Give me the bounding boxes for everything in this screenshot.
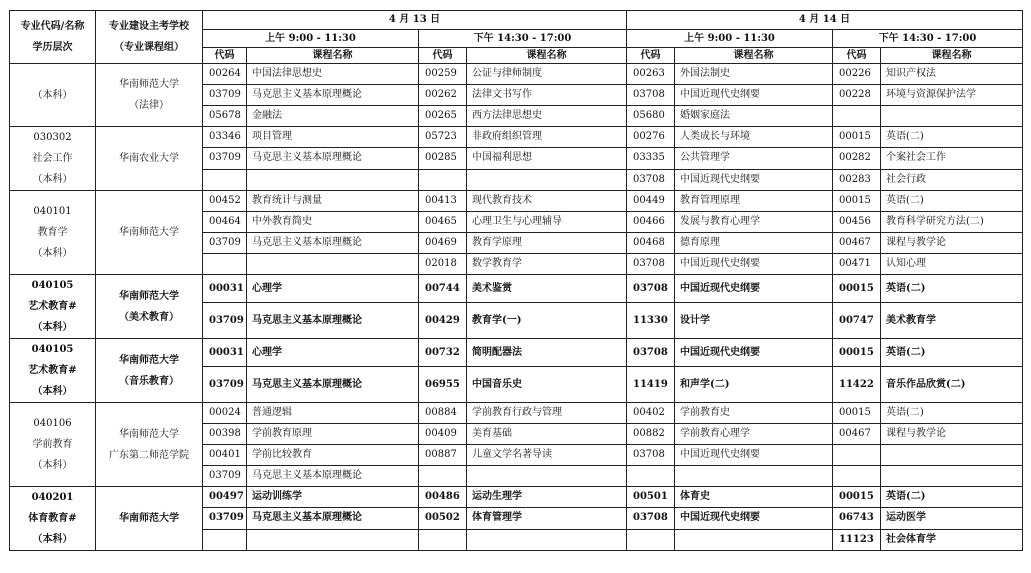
course-name-cell: 英语(二) (881, 487, 1023, 508)
day1-header: 4 月 13 日 (203, 11, 627, 30)
major-line: 040105 (31, 344, 74, 355)
course-name-cell (467, 466, 627, 487)
major-line: （本科） (32, 248, 73, 259)
course-name-cell (247, 254, 419, 275)
major-cell (10, 403, 96, 487)
day1-pm-header: 下午 14:30 - 17:00 (419, 30, 627, 48)
course-name-cell: 中国法律思想史 (247, 64, 419, 85)
major-line: 040101 (33, 206, 72, 217)
school-cell (96, 127, 203, 191)
school-cell (96, 339, 203, 403)
course-code-cell: 00502 (419, 508, 467, 529)
course-code-cell: 00282 (833, 148, 881, 169)
course-code-cell: 03709 (203, 233, 247, 254)
course-code-cell: 00259 (419, 64, 467, 85)
course-name-cell: 教育学原理 (467, 233, 627, 254)
school-line: 华南师范大学 (119, 290, 179, 302)
course-code-cell: 03709 (203, 303, 247, 339)
course-code-cell: 03335 (627, 148, 675, 169)
course-code-cell: 11422 (833, 367, 881, 403)
course-code-cell (203, 169, 247, 190)
course-name-cell: 英语(二) (881, 127, 1023, 148)
course-code-cell: 00276 (627, 127, 675, 148)
course-name-cell: 社会体育学 (881, 529, 1023, 550)
course-name-cell: 个案社会工作 (881, 148, 1023, 169)
course-code-cell: 00744 (419, 275, 467, 303)
exam-schedule-sheet (9, 10, 1022, 551)
course-name-cell: 西方法律思想史 (467, 106, 627, 127)
course-code-cell: 03709 (203, 85, 247, 106)
course-code-cell (833, 466, 881, 487)
course-code-cell: 03708 (627, 169, 675, 190)
course-code-cell: 00747 (833, 303, 881, 339)
course-code-cell: 05678 (203, 106, 247, 127)
course-name-cell: 英语(二) (881, 191, 1023, 212)
course-name-cell: 运动医学 (881, 508, 1023, 529)
course-code-cell: 11123 (833, 529, 881, 550)
course-code-cell: 03346 (203, 127, 247, 148)
course-name-cell: 英语(二) (881, 403, 1023, 424)
major-line: （本科） (32, 89, 73, 101)
course-name-cell: 学前教育行政与管理 (467, 403, 627, 424)
course-name-cell: 中国近现代史纲要 (675, 275, 833, 303)
course-name-cell: 教育管理原理 (675, 191, 833, 212)
course-code-cell: 00283 (833, 169, 881, 190)
major-cell (10, 64, 96, 127)
course-code-cell: 00466 (627, 212, 675, 233)
course-code-cell: 00015 (833, 487, 881, 508)
course-name-cell: 教育科学研究方法(二) (881, 212, 1023, 233)
course-name-cell: 马克思主义基本原理概论 (247, 148, 419, 169)
course-name-cell: 中外教育简史 (247, 212, 419, 233)
major-line: 体育教育# (28, 513, 77, 524)
major-line: （本科） (32, 534, 73, 545)
course-code-cell: 03709 (203, 148, 247, 169)
course-code-cell: 00884 (419, 403, 467, 424)
course-name-cell: 现代教育技术 (467, 191, 627, 212)
course-name-cell: 中国音乐史 (467, 367, 627, 403)
course-code-cell: 00262 (419, 85, 467, 106)
code-header: 代码 (627, 48, 675, 64)
course-name-cell: 马克思主义基本原理概论 (247, 508, 419, 529)
course-code-cell: 00015 (833, 403, 881, 424)
course-code-cell: 00263 (627, 64, 675, 85)
school-line: 华南农业大学 (119, 153, 179, 164)
course-name-cell: 和声学(二) (675, 367, 833, 403)
course-name-cell: 公共管理学 (675, 148, 833, 169)
course-name-cell: 音乐作品欣赏(二) (881, 367, 1023, 403)
course-code-cell: 00015 (833, 127, 881, 148)
course-name-cell (467, 169, 627, 190)
course-code-cell: 00015 (833, 191, 881, 212)
course-code-cell: 00467 (833, 424, 881, 445)
course-name-cell: 学前比较教育 (247, 445, 419, 466)
course-code-cell: 00015 (833, 275, 881, 303)
school-cell (96, 487, 203, 551)
course-name-cell: 体育管理学 (467, 508, 627, 529)
course-code-cell (203, 529, 247, 550)
school-header-line-2: （专业课程组） (114, 42, 184, 53)
course-name-cell: 学前教育史 (675, 403, 833, 424)
table-row (10, 403, 1023, 424)
major-line: 学前教育 (32, 439, 73, 450)
course-name-cell: 心理卫生与心理辅导 (467, 212, 627, 233)
course-name-cell: 美育基础 (467, 424, 627, 445)
course-code-cell: 03708 (627, 339, 675, 367)
course-name-cell (467, 529, 627, 550)
day2-am-header: 上午 9:00 - 11:30 (627, 30, 833, 48)
course-code-cell: 00501 (627, 487, 675, 508)
major-cell (10, 487, 96, 551)
course-name-cell: 运动生理学 (467, 487, 627, 508)
course-name-cell: 数学教育学 (467, 254, 627, 275)
major-line: （本科） (32, 322, 73, 333)
major-line: 艺术教育# (28, 365, 77, 376)
course-code-cell: 00497 (203, 487, 247, 508)
course-code-cell: 00413 (419, 191, 467, 212)
course-code-cell: 00429 (419, 303, 467, 339)
course-code-cell: 00882 (627, 424, 675, 445)
course-name-cell: 社会行政 (881, 169, 1023, 190)
course-header: 课程名称 (675, 48, 833, 64)
course-code-cell: 11330 (627, 303, 675, 339)
school-column-header (96, 11, 203, 64)
course-code-cell: 00398 (203, 424, 247, 445)
course-code-cell: 03709 (203, 508, 247, 529)
course-name-cell: 认知心理 (881, 254, 1023, 275)
course-code-cell: 00465 (419, 212, 467, 233)
table-body (10, 64, 1023, 551)
course-name-cell (881, 466, 1023, 487)
course-code-cell: 00265 (419, 106, 467, 127)
course-code-cell: 00732 (419, 339, 467, 367)
school-line: 华南师范大学 (119, 513, 179, 524)
course-name-cell: 普通逻辑 (247, 403, 419, 424)
exam-schedule-table (9, 10, 1023, 551)
major-column-header (10, 11, 96, 64)
course-code-cell: 02018 (419, 254, 467, 275)
table-row (10, 191, 1023, 212)
course-code-cell: 03709 (203, 466, 247, 487)
course-name-cell: 美术鉴赏 (467, 275, 627, 303)
school-cell (96, 403, 203, 487)
course-code-cell: 00226 (833, 64, 881, 85)
course-code-cell: 11419 (627, 367, 675, 403)
course-name-cell: 中国近现代史纲要 (675, 445, 833, 466)
course-code-cell: 00467 (833, 233, 881, 254)
school-line: 华南师范大学 (119, 227, 179, 238)
course-name-cell: 发展与教育心理学 (675, 212, 833, 233)
course-code-cell: 00031 (203, 275, 247, 303)
major-header-line-1: 专业代码/名称 (20, 21, 85, 32)
course-name-cell: 教育学(一) (467, 303, 627, 339)
course-code-cell (203, 254, 247, 275)
course-name-cell (675, 466, 833, 487)
course-name-cell: 马克思主义基本原理概论 (247, 466, 419, 487)
course-code-cell: 00464 (203, 212, 247, 233)
day2-header: 4 月 14 日 (627, 11, 1023, 30)
major-cell (10, 191, 96, 275)
course-name-cell: 马克思主义基本原理概论 (247, 85, 419, 106)
course-code-cell (833, 445, 881, 466)
course-code-cell: 00449 (627, 191, 675, 212)
course-name-cell: 英语(二) (881, 339, 1023, 367)
course-name-cell: 设计学 (675, 303, 833, 339)
course-name-cell: 运动训练学 (247, 487, 419, 508)
major-line: 040106 (33, 418, 72, 429)
course-code-cell (419, 529, 467, 550)
course-name-cell: 外国法制史 (675, 64, 833, 85)
major-line: 社会工作 (32, 153, 73, 164)
course-code-cell (627, 466, 675, 487)
course-code-cell: 06743 (833, 508, 881, 529)
school-line: （美术教育） (119, 311, 179, 323)
course-code-cell: 05723 (419, 127, 467, 148)
course-code-cell: 00015 (833, 339, 881, 367)
course-name-cell: 儿童文学名著导读 (467, 445, 627, 466)
major-line: 040201 (31, 492, 74, 503)
course-name-cell (247, 529, 419, 550)
code-header: 代码 (203, 48, 247, 64)
course-name-cell: 中国近现代史纲要 (675, 254, 833, 275)
school-header-line-1: 专业建设主考学校 (109, 21, 189, 32)
course-code-cell: 00469 (419, 233, 467, 254)
major-line: 040105 (31, 280, 74, 291)
course-code-cell: 00285 (419, 148, 467, 169)
code-header: 代码 (833, 48, 881, 64)
course-name-cell: 环境与资源保护法学 (881, 85, 1023, 106)
course-code-cell: 00887 (419, 445, 467, 466)
course-code-cell: 06955 (419, 367, 467, 403)
course-code-cell: 03708 (627, 508, 675, 529)
major-line: （本科） (32, 386, 73, 397)
course-name-cell: 中国近现代史纲要 (675, 169, 833, 190)
course-name-cell: 英语(二) (881, 275, 1023, 303)
course-code-cell: 03708 (627, 254, 675, 275)
school-cell (96, 191, 203, 275)
course-name-cell: 体育史 (675, 487, 833, 508)
course-name-cell: 中国近现代史纲要 (675, 85, 833, 106)
course-code-cell: 03708 (627, 445, 675, 466)
code-header: 代码 (419, 48, 467, 64)
table-row (10, 127, 1023, 148)
major-cell (10, 339, 96, 403)
course-code-cell: 00452 (203, 191, 247, 212)
course-name-cell: 项目管理 (247, 127, 419, 148)
course-code-cell: 03708 (627, 275, 675, 303)
major-line: （本科） (32, 174, 73, 185)
course-name-cell: 美术教育学 (881, 303, 1023, 339)
course-code-cell: 00264 (203, 64, 247, 85)
course-code-cell: 05680 (627, 106, 675, 127)
course-name-cell: 德育原理 (675, 233, 833, 254)
course-name-cell: 教育统计与测量 (247, 191, 419, 212)
course-name-cell: 心理学 (247, 339, 419, 367)
course-name-cell (881, 106, 1023, 127)
school-line: 华南师范大学 (119, 354, 179, 366)
course-name-cell: 马克思主义基本原理概论 (247, 303, 419, 339)
day2-pm-header: 下午 14:30 - 17:00 (833, 30, 1023, 48)
course-name-cell: 简明配器法 (467, 339, 627, 367)
major-line: 030302 (33, 132, 72, 143)
course-name-cell: 非政府组织管理 (467, 127, 627, 148)
course-code-cell: 00024 (203, 403, 247, 424)
course-code-cell: 00409 (419, 424, 467, 445)
course-code-cell: 03708 (627, 85, 675, 106)
school-line: （法律） (129, 100, 169, 111)
course-code-cell (419, 169, 467, 190)
major-line: 艺术教育# (28, 301, 77, 312)
course-name-cell (247, 169, 419, 190)
major-header-line-2: 学历层次 (32, 42, 73, 53)
course-name-cell: 公证与律师制度 (467, 64, 627, 85)
course-name-cell: 马克思主义基本原理概论 (247, 367, 419, 403)
course-name-cell: 法律文书写作 (467, 85, 627, 106)
day1-am-header: 上午 9:00 - 11:30 (203, 30, 419, 48)
school-line: 广东第二师范学院 (109, 449, 189, 461)
course-code-cell (419, 466, 467, 487)
course-name-cell: 马克思主义基本原理概论 (247, 233, 419, 254)
major-line: （本科） (32, 460, 73, 471)
course-name-cell: 学前教育原理 (247, 424, 419, 445)
table-row (10, 487, 1023, 508)
course-name-cell: 心理学 (247, 275, 419, 303)
school-line: 华南师范大学 (119, 79, 179, 90)
course-name-cell: 中国福利思想 (467, 148, 627, 169)
course-code-cell (627, 529, 675, 550)
course-code-cell: 00471 (833, 254, 881, 275)
course-name-cell (881, 445, 1023, 466)
course-code-cell: 00228 (833, 85, 881, 106)
table-row (10, 64, 1023, 85)
course-name-cell: 课程与教学论 (881, 424, 1023, 445)
school-cell (96, 64, 203, 127)
course-name-cell: 人类成长与环境 (675, 127, 833, 148)
course-name-cell: 学前教育心理学 (675, 424, 833, 445)
major-cell (10, 275, 96, 339)
course-name-cell: 知识产权法 (881, 64, 1023, 85)
course-name-cell (675, 529, 833, 550)
table-row (10, 275, 1023, 303)
major-line: 教育学 (37, 227, 68, 238)
course-code-cell: 03709 (203, 367, 247, 403)
course-header: 课程名称 (881, 48, 1023, 64)
course-header: 课程名称 (247, 48, 419, 64)
course-code-cell: 00456 (833, 212, 881, 233)
course-code-cell: 00468 (627, 233, 675, 254)
major-cell (10, 127, 96, 191)
school-line: 华南师范大学 (119, 428, 179, 440)
course-code-cell: 00401 (203, 445, 247, 466)
course-code-cell: 00402 (627, 403, 675, 424)
course-code-cell: 00031 (203, 339, 247, 367)
course-name-cell: 婚姻家庭法 (675, 106, 833, 127)
course-code-cell: 00486 (419, 487, 467, 508)
school-line: （音乐教育） (119, 375, 179, 387)
course-name-cell: 课程与教学论 (881, 233, 1023, 254)
course-header: 课程名称 (467, 48, 627, 64)
course-name-cell: 中国近现代史纲要 (675, 339, 833, 367)
table-header (10, 11, 1023, 64)
course-name-cell: 中国近现代史纲要 (675, 508, 833, 529)
school-cell (96, 275, 203, 339)
course-code-cell (833, 106, 881, 127)
course-name-cell: 金融法 (247, 106, 419, 127)
table-row (10, 339, 1023, 367)
